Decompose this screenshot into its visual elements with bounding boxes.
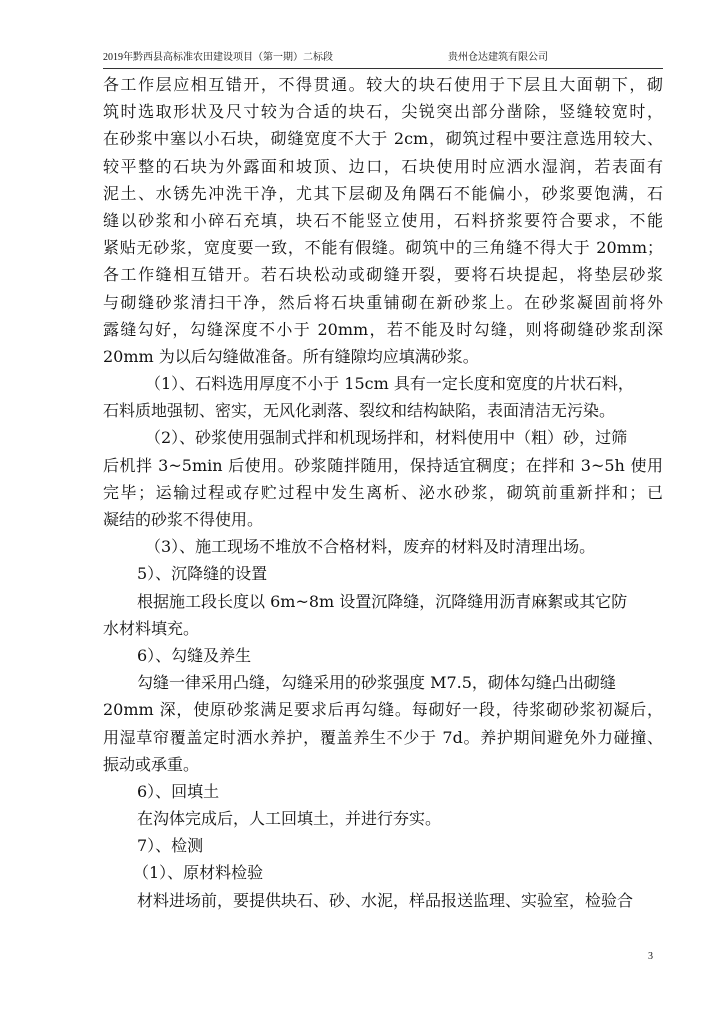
body-line: （1）、石料选用厚度不小于 15cm 具有一定长度和宽度的片状石料， — [145, 374, 634, 394]
section-heading: 7）、检测 — [137, 836, 204, 856]
body-line: 在沟体完成后，人工回填土，并进行夯实。 — [137, 809, 442, 829]
header-project-title: 2019年黔西县高标准农田建设项目（第一期）二标段 — [103, 52, 333, 63]
body-line: 后机拌 3~5min 后使用。砂浆随拌随用，保持适宜稠度；在拌和 3~5h 使用 — [103, 455, 663, 475]
body-line: 根据施工段长度以 6m~8m 设置沉降缝，沉降缝用沥青麻絮或其它防 — [137, 591, 628, 611]
body-line: 紧贴无砂浆，宽度要一致，不能有假缝。砌筑中的三角缝不得大于 20mm； — [103, 238, 663, 258]
document-body — [103, 71, 669, 914]
body-line: 凝结的砂浆不得使用。 — [103, 510, 264, 529]
body-line: 用湿草帘覆盖定时洒水养护，覆盖养生不少于 7d。养护期间避免外力碰撞、 — [103, 727, 663, 747]
body-line: 振动或承重。 — [103, 754, 200, 774]
body-line: 各工作层应相互错开，不得贯通。较大的块石使用于下层且大面朝下，砌 — [103, 75, 663, 94]
body-line: 泥土、水锈先冲洗干净，尤其下层砌及角隅石不能偏小，砂浆要饱满，石 — [103, 183, 663, 203]
body-line: 各工作缝相互错开。若石块松动或砌缝开裂，要将石块提起，将垫层砂浆 — [103, 265, 663, 285]
body-line: 完毕；运输过程或存贮过程中发生离析、泌水砂浆，砌筑前重新拌和；已 — [103, 482, 663, 502]
header-company-name: 贵州仓达建筑有限公司 — [448, 52, 548, 63]
body-line: 与砌缝砂浆清扫干净，然后将石块重铺砌在新砂浆上。在砂浆凝固前将外 — [103, 292, 663, 312]
body-line: 石料质地强韧、密实，无风化剥落、裂纹和结构缺陷，表面清洁无污染。 — [103, 401, 616, 421]
body-line: 勾缝一律采用凸缝，勾缝采用的砂浆强度 M7.5，砌体勾缝凸出砌缝 — [137, 673, 616, 693]
body-line: 水材料填充。 — [103, 618, 200, 638]
page-number: 3 — [648, 951, 653, 962]
body-line: 20mm 深，使原砂浆满足要求后再勾缝。每砌好一段，待浆砌砂浆初凝后， — [103, 700, 663, 720]
body-line: 较平整的石块为外露面和坡顶、边口，石块使用时应洒水湿润，若表面有 — [103, 156, 663, 176]
body-line: （2）、砂浆使用强制式拌和机现场拌和，材料使用中（粗）砂，过筛 — [145, 428, 628, 448]
body-line: 露缝勾好，勾缝深度不小于 20mm，若不能及时勾缝，则将砌缝砂浆刮深 — [103, 319, 663, 339]
body-line: 筑时选取形状及尺寸较为合适的块石，尖锐突出部分凿除，竖缝较宽时， — [103, 102, 663, 122]
section-heading: 5）、沉降缝的设置 — [137, 564, 268, 584]
body-line: 在砂浆中塞以小石块，砌缝宽度不大于 2cm，砌筑过程中要注意选用较大、 — [103, 129, 663, 149]
body-line: （3）、施工现场不堆放不合格材料，废弃的材料及时清理出场。 — [145, 537, 596, 557]
body-line: 缝以砂浆和小碎石充填，块石不能竖立使用，石料挤浆要符合要求，不能 — [103, 210, 663, 230]
section-heading: 6）、勾缝及养生 — [137, 645, 252, 665]
body-line: 20mm 为以后勾缝做准备。所有缝隙均应填满砂浆。 — [103, 346, 479, 366]
section-heading: 6）、回填土 — [137, 781, 220, 801]
page-header — [103, 50, 663, 69]
subsection-heading: （1）、原材料检验 — [133, 863, 264, 883]
body-line: 材料进场前，要提供块石、砂、水泥，样品报送监理、实验室，检验合 — [137, 890, 634, 910]
